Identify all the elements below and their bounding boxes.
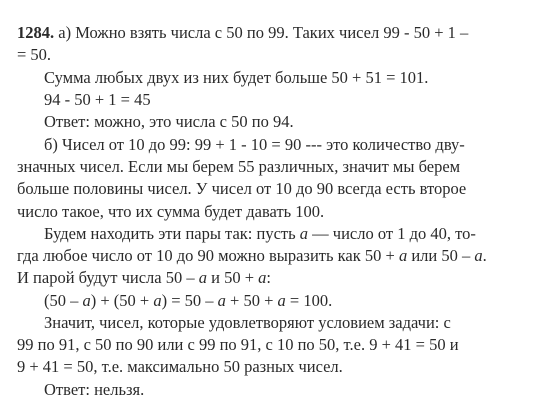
variable-a: а: [398, 246, 408, 265]
problem-line-12: И парой будут числа 50 – а и 50 + а:: [17, 268, 271, 287]
problem-line-7: значных чисел. Если мы берем 55 различных, значит мы берем: [17, 157, 461, 176]
problem-line-2: = 50.: [17, 45, 52, 64]
problem-number: 1284.: [17, 23, 55, 42]
variable-a: а: [198, 268, 207, 287]
variable-a: а: [258, 268, 267, 287]
problem-line-4: 94 - 50 + 1 = 45: [44, 90, 151, 109]
problem-line-10: Будем находить эти пары так: пусть а — число от 1 до 40, то-: [44, 224, 476, 243]
problem-line-14: Значит, чисел, которые удовлетворяют условием задачи: с: [44, 313, 451, 332]
variable-a: а: [277, 291, 286, 310]
variable-a: а: [217, 291, 226, 310]
problem-line-6: б) Чисел от 10 до 99: 99 + 1 - 10 = 90 --- это количество дву-: [44, 135, 465, 154]
variable-a: а: [153, 291, 162, 310]
problem-line-13: (50 – а) + (50 + а) = 50 – а + 50 + а = 100.: [44, 291, 333, 310]
answer-b: Ответ: нельзя.: [44, 380, 145, 399]
problem-line-3: Сумма любых двух из них будет больше 50 + 51 = 101.: [44, 68, 429, 87]
problem-line-8: больше половины чисел. У чисел от 10 до 90 всегда есть второе: [17, 179, 467, 198]
variable-a: а: [82, 291, 91, 310]
problem-line-9: число такое, что их сумма будет давать 100.: [17, 202, 325, 221]
variable-a: а: [299, 224, 309, 243]
problem-line-1: [17, 23, 468, 43]
problem-line-15: 99 по 91, с 50 по 90 или с 99 по 91, с 10 по 50, т.е. 9 + 41 = 50 и: [17, 335, 459, 354]
variable-a: а: [474, 246, 483, 265]
answer-a: Ответ: можно, это числа с 50 по 94.: [44, 112, 294, 131]
problem-line-16: 9 + 41 = 50, т.е. максимально 50 разных чисел.: [17, 357, 343, 376]
problem-text-1: а) Можно взять числа с 50 по 99. Таких чисел 99 - 50 + 1 –: [58, 23, 469, 42]
problem-line-11: гда любое число от 10 до 90 можно выразить как 50 + а или 50 – а.: [17, 246, 487, 265]
